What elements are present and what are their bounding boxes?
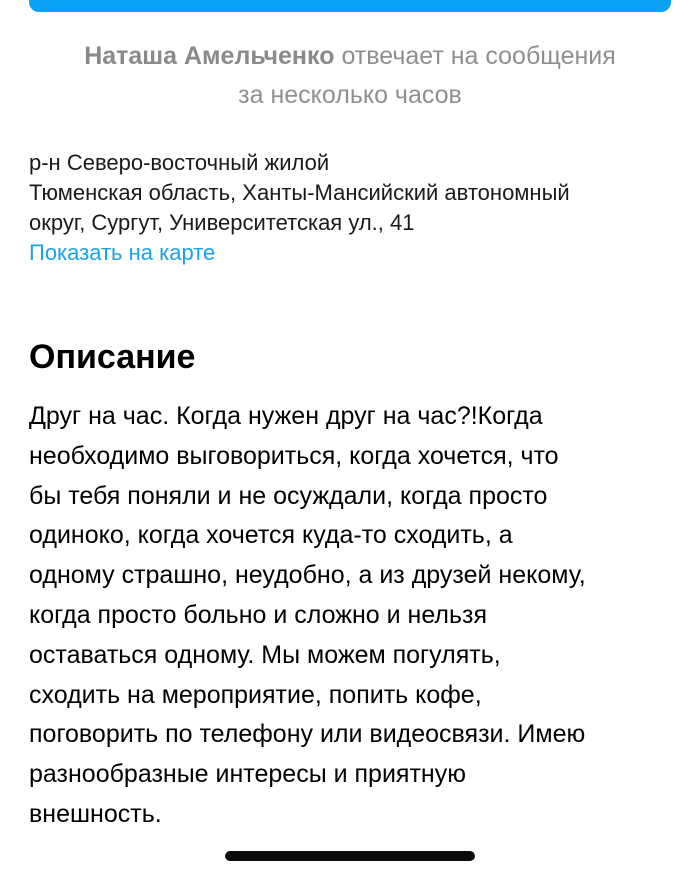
description-line: разнообразные интересы и приятную — [29, 760, 466, 789]
description-line: оставаться одному. Мы можем погулять, — [29, 640, 501, 669]
address-line: Тюменская область, Ханты-Мансийский автономный — [29, 180, 570, 205]
description-line: внешность. — [29, 799, 162, 828]
description-title: Описание — [29, 338, 196, 376]
show-on-map-link[interactable]: Показать на карте — [29, 240, 216, 265]
description-line: необходимо выговориться, когда хочется, что — [29, 441, 559, 470]
description-line: одиноко, когда хочется куда-то сходить, а — [29, 521, 513, 550]
description-line: Друг на час. Когда нужен друг на час?!Когда — [29, 402, 543, 430]
seller-name[interactable]: Наташа Амельченко — [84, 42, 335, 70]
address-line: округ, Сургут, Университетская ул., 41 — [29, 210, 415, 235]
response-time-note — [0, 37, 700, 115]
description-line: когда просто больно и сложно и нельзя — [29, 600, 488, 629]
description-line: поговорить по телефону или видеосвязи. Имею — [29, 720, 586, 749]
description-line: сходить на мероприятие, попить кофе, — [29, 680, 482, 709]
description-line: одному страшно, неудобно, а из друзей некому, — [29, 561, 586, 590]
description-line: бы тебя поняли и не осуждали, когда просто — [29, 481, 548, 510]
address-line: р-н Северо-восточный жилой — [29, 150, 330, 175]
response-time-text-line2: за несколько часов — [238, 81, 462, 109]
contact-button[interactable] — [29, 0, 671, 12]
home-indicator[interactable] — [225, 851, 475, 861]
response-time-text: отвечает на сообщения — [341, 42, 616, 70]
description-text — [29, 397, 679, 835]
address-block — [29, 148, 679, 268]
